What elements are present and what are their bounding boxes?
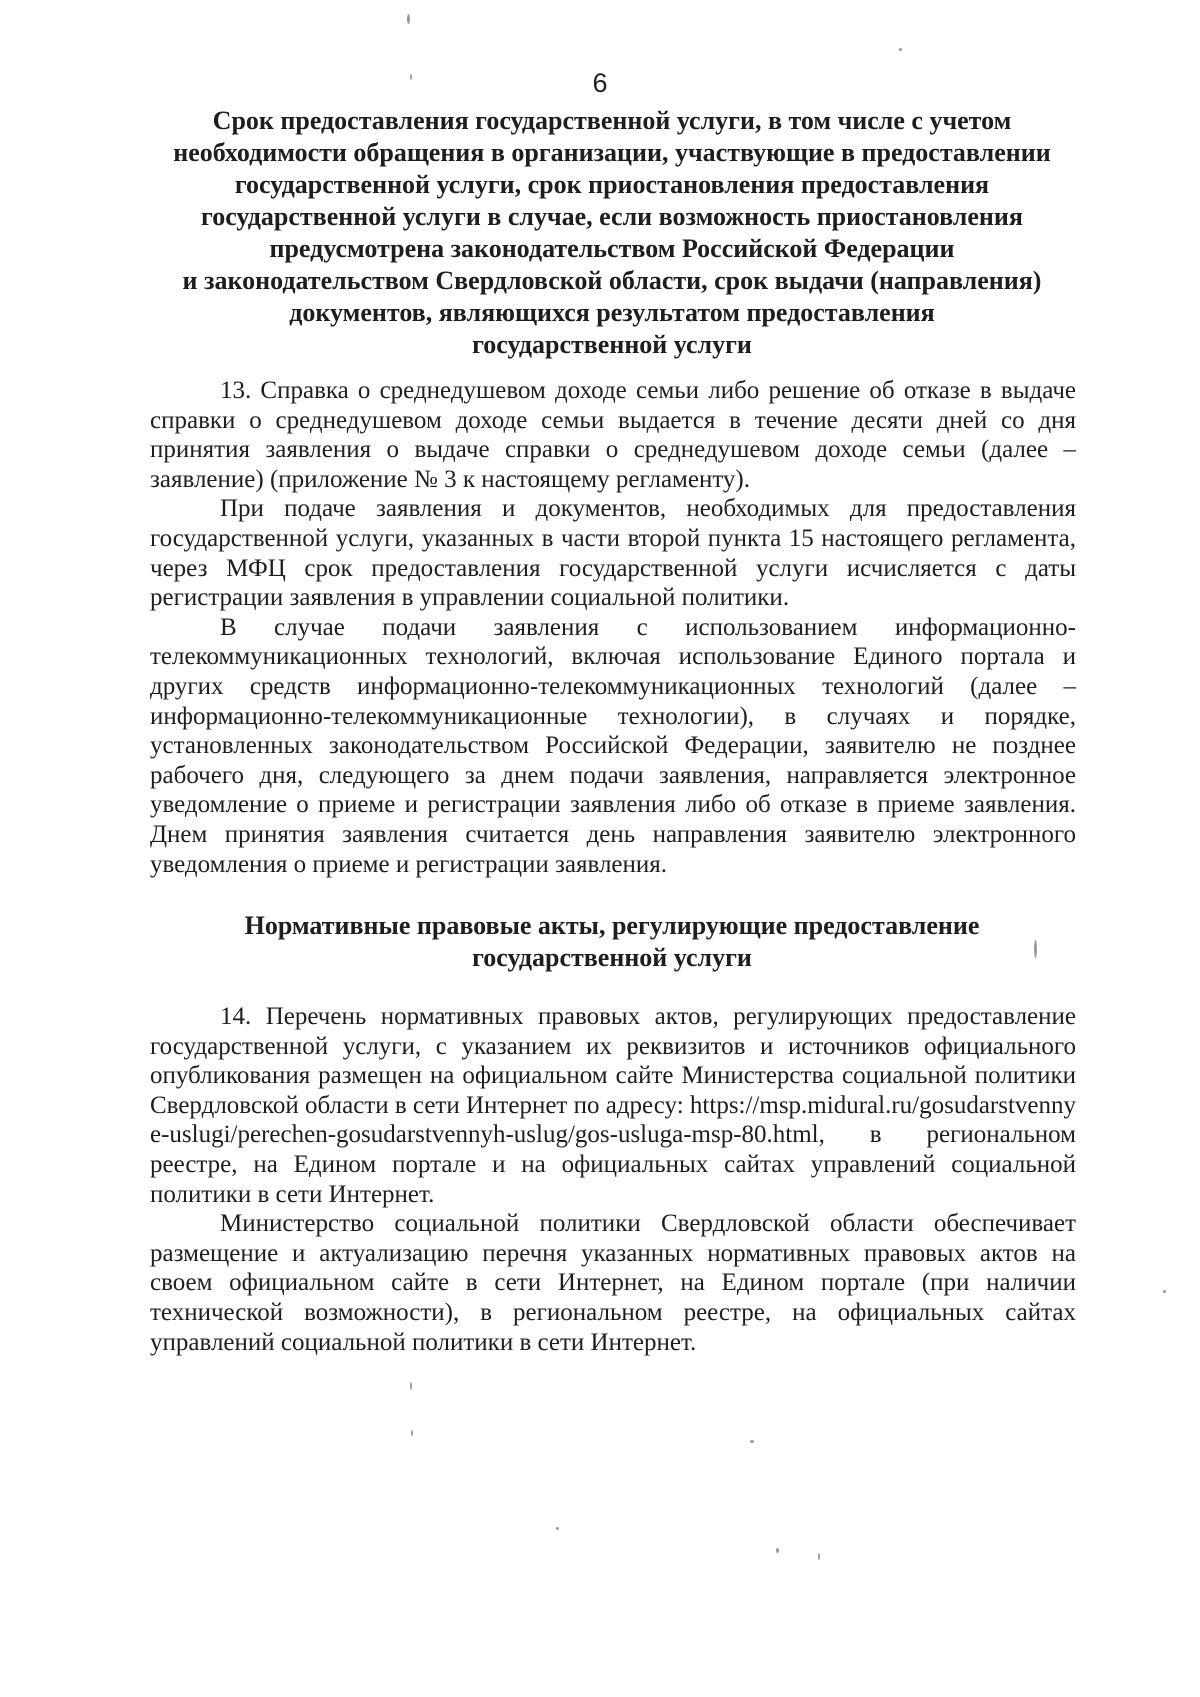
scan-speck xyxy=(1163,1290,1166,1293)
paragraph-electronic-submission: В случае подачи заявления с использованием информационно-телекоммуникационных технологий, включая использование Единого портала и других средств информационно-телекоммуникационных технологий (далее – информационно-телекоммуникационные технологии), в случаях и порядке, установленных законодательством Российской Федерации, заявителю не позднее рабочего дня, следующего за днем подачи заявления, направляется электронное уведомление о приеме и регистрации заявления либо об отказе в приеме заявления. Днем принятия заявления считается день направления заявителю электронного уведомления о приеме и регистрации заявления. xyxy=(150,613,1076,878)
heading-line: государственной услуги xyxy=(472,943,752,972)
paragraph-14-text: 14. Перечень нормативных правовых актов, регулирующих предоставление государственной услуги, с указанием их реквизитов и источников официального опубликования размещен на официальном сайте Министерства социальной политики Свердловской области в сети Интернет по адресу: xyxy=(150,1003,1076,1119)
section-heading-service-term xyxy=(150,105,1074,361)
heading-line: государственной услуги, срок приостановления предоставления xyxy=(234,170,990,199)
heading-line: и законодательством Свердловской области, срок выдачи (направления) xyxy=(182,266,1042,295)
scan-speck xyxy=(410,1382,412,1390)
scan-speck xyxy=(750,1440,754,1443)
scan-speck xyxy=(818,1553,820,1560)
heading-line: государственной услуги xyxy=(472,330,752,359)
paragraph-14-tail: , в региональном реестре, на Едином портале и на официальных сайтах управлений социальной политики в сети Интернет. xyxy=(150,1121,1076,1208)
scan-speck xyxy=(411,1430,413,1436)
paragraph-13: 13. Справка о среднедушевом доходе семьи либо решение об отказе в выдаче справки о среднедушевом доходе семьи выдается в течение десяти дней со дня принятия заявления о выдаче справки о среднедушевом доходе семьи (далее – заявление) (приложение № 3 к настоящему регламенту). xyxy=(150,377,1076,493)
paragraph-mfc-submission: При подаче заявления и документов, необходимых для предоставления государственной услуги, указанных в части второй пункта 15 настоящего регламента, через МФЦ срок предоставления государственной услуги исчисляется с даты регистрации заявления в управлении социальной политики. xyxy=(150,495,1076,612)
heading-line: Срок предоставления государственной услуги, в том числе с учетом xyxy=(212,106,1012,135)
scan-speck xyxy=(410,74,412,80)
section-body-legal-acts xyxy=(150,1002,1076,1357)
scan-speck xyxy=(407,14,410,24)
heading-line: предусмотрена законодательством Российской Федерации xyxy=(269,234,955,263)
scan-speck xyxy=(556,1527,559,1530)
page-number: 6 xyxy=(592,68,608,98)
paragraph-ministry-updates: Министерство социальной политики Свердловской области обеспечивает размещение и актуализацию перечня указанных нормативных правовых актов на своем официальном сайте в сети Интернет, на Едином портале (при наличии технической возможности), в региональном реестре, на официальных сайтах управлений социальной политики в сети Интернет. xyxy=(150,1210,1076,1356)
scan-speck xyxy=(899,48,902,51)
heading-line: документов, являющихся результатом предоставления xyxy=(289,298,935,327)
heading-line: государственной услуги в случае, если возможность приостановления xyxy=(201,202,1023,231)
heading-line: необходимости обращения в организации, участвующие в предоставлении xyxy=(173,138,1051,167)
section-heading-legal-acts xyxy=(150,910,1074,974)
section-body-service-term xyxy=(150,376,1076,879)
scan-speck xyxy=(1034,940,1037,958)
paragraph-14 xyxy=(150,1002,1076,1209)
scan-speck xyxy=(776,1548,779,1553)
heading-line: Нормативные правовые акты, регулирующие предоставление xyxy=(244,911,980,940)
legal-acts-url[interactable]: https://msp.midural.ru/gosudarstvennye-uslugi/perechen-gosudarstvennyh-uslug/gos-usluga-msp-80.html xyxy=(150,1091,1077,1149)
